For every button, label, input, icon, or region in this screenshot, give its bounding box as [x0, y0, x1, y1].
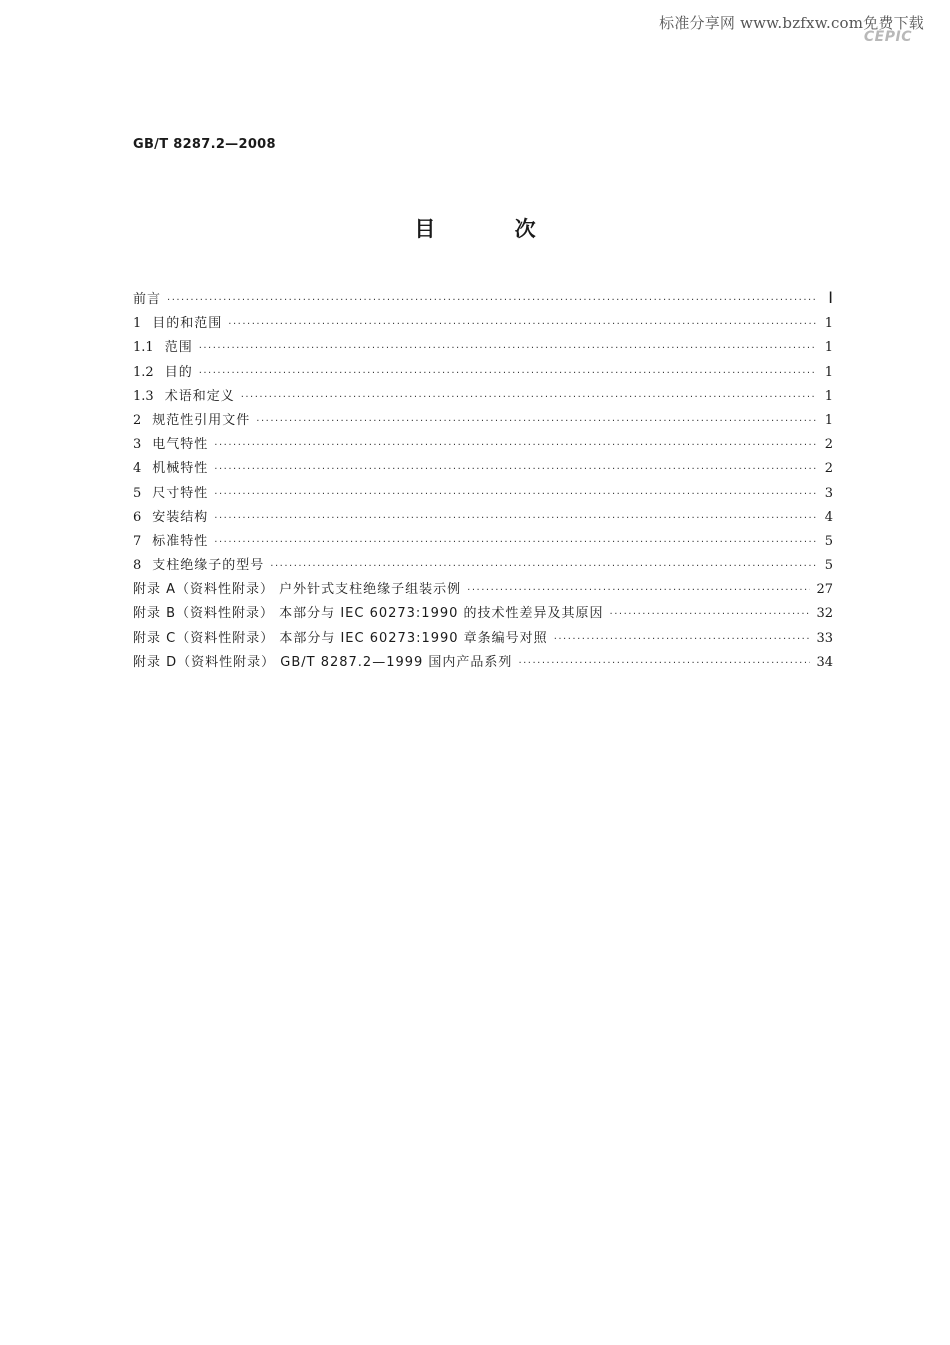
toc-leader-dots: [256, 416, 817, 427]
toc-entry-number: 5: [133, 485, 142, 501]
toc-leader-dots: [241, 392, 817, 403]
toc-leader-dots: [228, 319, 817, 330]
toc-entry-page: 1: [824, 364, 833, 380]
toc-entry-label: 附录 D（资料性附录） GB/T 8287.2—1999 国内产品系列: [133, 654, 513, 670]
toc-entry-page: 27: [816, 582, 833, 598]
toc-entry-label: 尺寸特性: [152, 485, 209, 501]
toc-entry-number: 1.1: [133, 340, 154, 356]
toc-entry-annex-c[interactable]: [133, 627, 833, 651]
toc-leader-dots: [214, 537, 817, 548]
toc-entry-label: 术语和定义: [164, 388, 235, 404]
toc-entry-annex-b[interactable]: [133, 602, 833, 626]
watermark-text: 标准分享网 www.bzfxw.com免费下载: [659, 14, 924, 32]
toc-entry-page: 2: [824, 461, 833, 477]
toc-entry-label: 机械特性: [152, 461, 209, 477]
toc-entry-page: 1: [824, 412, 833, 428]
toc-leader-dots: [554, 634, 811, 645]
toc-leader-dots: [167, 295, 817, 306]
toc-entry-page: 1: [824, 316, 833, 332]
toc-entry-annex-d[interactable]: [133, 651, 833, 675]
toc-entry-number: 1: [133, 316, 142, 332]
toc-entry-number: 4: [133, 461, 142, 477]
toc-entry-number: 6: [133, 509, 142, 525]
toc-entry-label: 附录 C（资料性附录） 本部分与 IEC 60273:1990 章条编号对照: [133, 630, 548, 646]
toc-leader-dots: [214, 513, 817, 524]
toc-leader-dots: [270, 561, 817, 572]
toc-entry-page: 1: [824, 340, 833, 356]
toc-entry-page: 4: [824, 509, 833, 525]
toc-entry-1-3[interactable]: [133, 385, 833, 409]
toc-entry-8[interactable]: [133, 554, 833, 578]
toc-entry-1[interactable]: [133, 312, 833, 336]
toc-leader-dots: [214, 464, 817, 475]
toc-entry-7[interactable]: [133, 530, 833, 554]
toc-entry-number: 1.2: [133, 364, 154, 380]
toc-entry-label: 规范性引用文件: [152, 412, 251, 428]
toc-entry-label: 电气特性: [152, 437, 209, 453]
toc-entry-4[interactable]: [133, 457, 833, 481]
toc-entry-2[interactable]: [133, 409, 833, 433]
toc-entry-number: 1.3: [133, 388, 154, 404]
table-of-contents: [133, 288, 833, 675]
toc-entry-page: 32: [816, 606, 833, 622]
toc-entry-page: 1: [824, 388, 833, 404]
toc-leader-dots: [610, 609, 811, 620]
toc-leader-dots: [214, 489, 817, 500]
toc-title: 目 次: [414, 217, 572, 241]
toc-entry-5[interactable]: [133, 482, 833, 506]
toc-leader-dots: [518, 658, 810, 669]
toc-entry-3[interactable]: [133, 433, 833, 457]
toc-entry-number: 3: [133, 437, 142, 453]
toc-entry-1-2[interactable]: [133, 361, 833, 385]
toc-entry-number: 7: [133, 533, 142, 549]
toc-entry-label: 安装结构: [152, 509, 209, 525]
toc-entry-label: 目的: [164, 364, 193, 380]
toc-entry-page: 5: [824, 533, 833, 549]
toc-leader-dots: [199, 368, 817, 379]
document-code: GB/T 8287.2—2008: [133, 137, 276, 152]
toc-entry-label: 范围: [164, 340, 193, 356]
toc-entry-foreword[interactable]: [133, 288, 833, 312]
toc-entry-label: 标准特性: [152, 533, 209, 549]
toc-entry-6[interactable]: [133, 506, 833, 530]
toc-entry-page: 3: [824, 485, 833, 501]
toc-entry-label: 前言: [133, 292, 162, 307]
toc-entry-page: 34: [816, 654, 833, 670]
toc-entry-annex-a[interactable]: [133, 578, 833, 602]
toc-entry-number: 2: [133, 412, 142, 428]
toc-entry-page: 5: [824, 558, 833, 574]
toc-entry-label: 目的和范围: [152, 316, 223, 332]
toc-entry-label: 附录 B（资料性附录） 本部分与 IEC 60273:1990 的技术性差异及其原因: [133, 606, 604, 622]
toc-leader-dots: [214, 440, 817, 451]
toc-entry-page: 2: [824, 437, 833, 453]
toc-leader-dots: [467, 585, 810, 596]
cepic-logo: CEPIC: [863, 29, 912, 45]
toc-entry-number: 8: [133, 558, 142, 574]
toc-entry-label: 支柱绝缘子的型号: [152, 558, 265, 574]
toc-entry-page: 33: [816, 630, 833, 646]
toc-entry-label: 附录 A（资料性附录） 户外针式支柱绝缘子组装示例: [133, 582, 462, 598]
toc-entry-page: Ⅰ: [828, 290, 833, 307]
toc-leader-dots: [199, 343, 817, 354]
toc-entry-1-1[interactable]: [133, 336, 833, 360]
